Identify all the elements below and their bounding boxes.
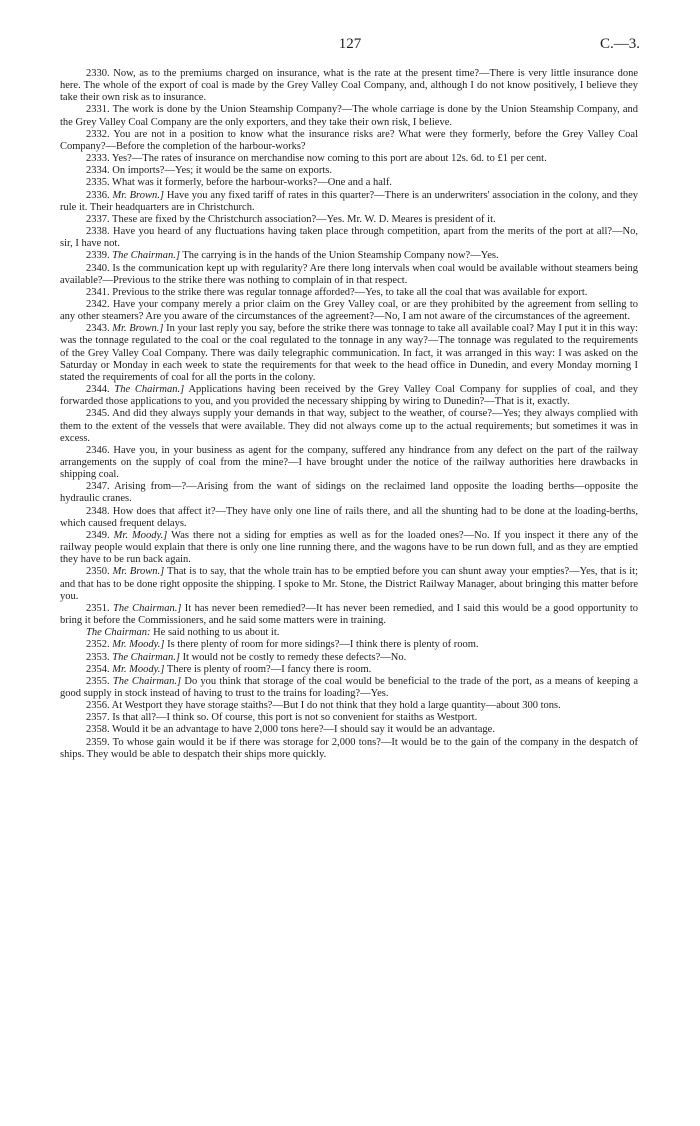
speaker: Mr. Moody.]: [112, 639, 165, 651]
paragraph-2358: 2358. Would it be an advantage to have 2,000 tons here?—I should say it would be an advantage.: [86, 724, 495, 736]
paragraph-2355: 2355. The Chairman.] Do you think that storage of the coal would be beneficial to the trade of the port, as a means of keeping a good supply in stock instead of having to trust to the trains for loading?—Yes.: [60, 675, 639, 699]
paragraph-2340: 2340. Is the communication kept up with regularity? Are there long intervals when coal would be available without steamers being available?—Previous to the strike there was nothing to complain of in that respect.: [60, 262, 638, 286]
page-header: [60, 36, 640, 58]
paragraph-2349: 2349. Mr. Moody.] Was there not a siding for empties as well as for the loaded ones?—No. If you inspect it there any of the railway people would explain that there is only one line running there, and the wagons have to be run down full, and as they are emptied they have to be run back again.: [60, 529, 639, 566]
speaker: Mr. Brown.]: [112, 323, 164, 335]
paragraph-2359: 2359. To whose gain would it be if there was storage for 2,000 tons?—It would be to the gain of the company in the despatch of ships. They would be able to despatch their ships more quickly.: [60, 736, 638, 760]
paragraph-2346: 2346. Have you, in your business as agent for the company, suffered any hindrance from any defect on the part of the railway arrangements on the supply of coal from the mine?—I have brought under the notice of the railway authorities here drawbacks in shipping coal.: [60, 444, 638, 481]
speaker: The Chairman.]: [113, 602, 182, 614]
paragraph-2348: 2348. How does that affect it?—They have only one line of rails there, and all the shunting had to be done at the loading-berths, which caused frequent delays.: [60, 505, 638, 529]
paragraph-2338: 2338. Have you heard of any fluctuations having taken place through competition, apart from the merits of the port at all?—No, sir, I have not.: [60, 226, 638, 250]
speaker: The Chairman.]: [114, 384, 185, 396]
paragraph-2347: 2347. Arising from—?—Arising from the want of sidings on the reclaimed land opposite the loading berths—opposite the hydraulic cranes.: [60, 481, 638, 505]
paragraph-2345: 2345. And did they always supply your demands in that way, subject to the weather, of course?—Yes; they always complied with them to the extent of the vessels that were available. They did not always come up to the actual requirements; but sometimes it was in excess.: [60, 408, 638, 444]
paragraph-2356: 2356. At Westport they have storage staiths?—But I do not think that they hold a large quantity—about 300 tons.: [86, 700, 561, 712]
speaker: Mr. Moody.]: [113, 529, 168, 541]
paragraph-2344: 2344. The Chairman.] Applications having been received by the Grey Valley Coal Company for supplies of coal, and they forwarded those applications to you, and you provided the necessary shipping by wiring to Dunedin?—That is it, exactly.: [60, 384, 638, 408]
paragraph-2332: 2332. You are not in a position to know what the insurance risks are? What were they formerly, before the Grey Valley Coal Company?—Before the completion of the harbour-works?: [60, 128, 638, 152]
speaker: The Chairman:: [86, 627, 151, 639]
speaker: Mr. Brown.]: [112, 566, 165, 578]
speaker: Mr. Brown.]: [112, 189, 164, 201]
page-number: 127: [338, 36, 362, 52]
paragraph-2354: 2354. Mr. Moody.] There is plenty of room?—I fancy there is room.: [86, 663, 372, 675]
paragraph-2342: 2342. Have your company merely a prior claim on the Grey Valley coal, or are they prohibited by the agreement from selling to any other steamers? Are you aware of the circumstances of the agreement?—No, I am not aware of the circumstances of the agreement.: [60, 298, 638, 323]
paragraph-2333: 2333. Yes?—The rates of insurance on merchandise now coming to this port are about 12s. 6d. to £1 per cent.: [86, 153, 547, 165]
speaker: The Chairman.]: [112, 250, 180, 262]
paragraph-2339: 2339. The Chairman.] The carrying is in the hands of the Union Steamship Company now?—Yes.: [86, 250, 499, 262]
speaker: The Chairman.]: [112, 651, 180, 663]
document-reference: C.—3.: [599, 36, 640, 52]
speaker: The Chairman.]: [112, 675, 182, 687]
paragraph-2353: 2353. The Chairman.] It would not be costly to remedy these defects?—No.: [86, 651, 407, 663]
transcript-body: [60, 68, 638, 761]
paragraph-2336: 2336. Mr. Brown.] Have you any fixed tariff of rates in this quarter?—There is an underwriters' association in the colony, and they rule it. Their headquarters are in Christchurch.: [60, 189, 639, 213]
paragraph-2351: 2351. The Chairman.] It has never been remedied?—It has never been remedied, and I said this would be a good opportunity to bring it before the Commissioners, and he said some matters were in training.: [60, 602, 639, 627]
paragraph-2357: 2357. Is that all?—I think so. Of course, this port is not so convenient for staiths as Westport.: [86, 712, 478, 724]
paragraph-2330: 2330. Now, as to the premiums charged on insurance, what is the rate at the present time?—There is very little insurance done here. The whole of the export of coal is made by the Grey Valley Coal Company, and, although I do not know positively, I believe they take their own risk as to insurance.: [60, 68, 638, 104]
paragraph-chairman-remark: The Chairman: He said nothing to us about it.: [86, 627, 280, 639]
speaker: Mr. Moody.]: [112, 663, 165, 675]
paragraph-2334: 2334. On imports?—Yes; it would be the same on exports.: [86, 165, 332, 177]
paragraph-2341: 2341. Previous to the strike there was regular tonnage afforded?—Yes, to take all the coal that was available for export.: [86, 286, 588, 298]
paragraph-2343: 2343. Mr. Brown.] In your last reply you say, before the strike there was tonnage to take all available coal? May I put it in this way: was the tonnage regulated to the coal or the coal regulated to the tonnage in any way?—The tonnage was regulated to the requirements of the Grey Valley Coal Company. There was daily telegraphic communication. In fact, it was arranged in this way: I was asked on the Saturday or Monday in each week to state the requirements for that week to the head office in Dunedin, and every Monday morning I stated the requirements of coal for all the ports in the colony.: [60, 323, 639, 383]
paragraph-2331: 2331. The work is done by the Union Steamship Company?—The whole carriage is done by the Union Steamship Company, and the Grey Valley Coal Company are the only exporters, and they take their own risk, I believe.: [60, 104, 638, 128]
paragraph-2337: 2337. These are fixed by the Christchurch association?—Yes. Mr. W. D. Meares is president of it.: [86, 213, 496, 225]
paragraph-2352: 2352. Mr. Moody.] Is there plenty of room for more sidings?—I think there is plenty of room.: [86, 639, 479, 651]
paragraph-2335: 2335. What was it formerly, before the harbour-works?—One and a half.: [86, 177, 392, 189]
paragraph-2350: 2350. Mr. Brown.] That is to say, that the whole train has to be emptied before you can shunt away your empties?—Yes, that is it; and that has to be done right opposite the shipping. I spoke to Mr. Stone, the District Railway Manager, about bringing this matter before you.: [60, 566, 639, 602]
